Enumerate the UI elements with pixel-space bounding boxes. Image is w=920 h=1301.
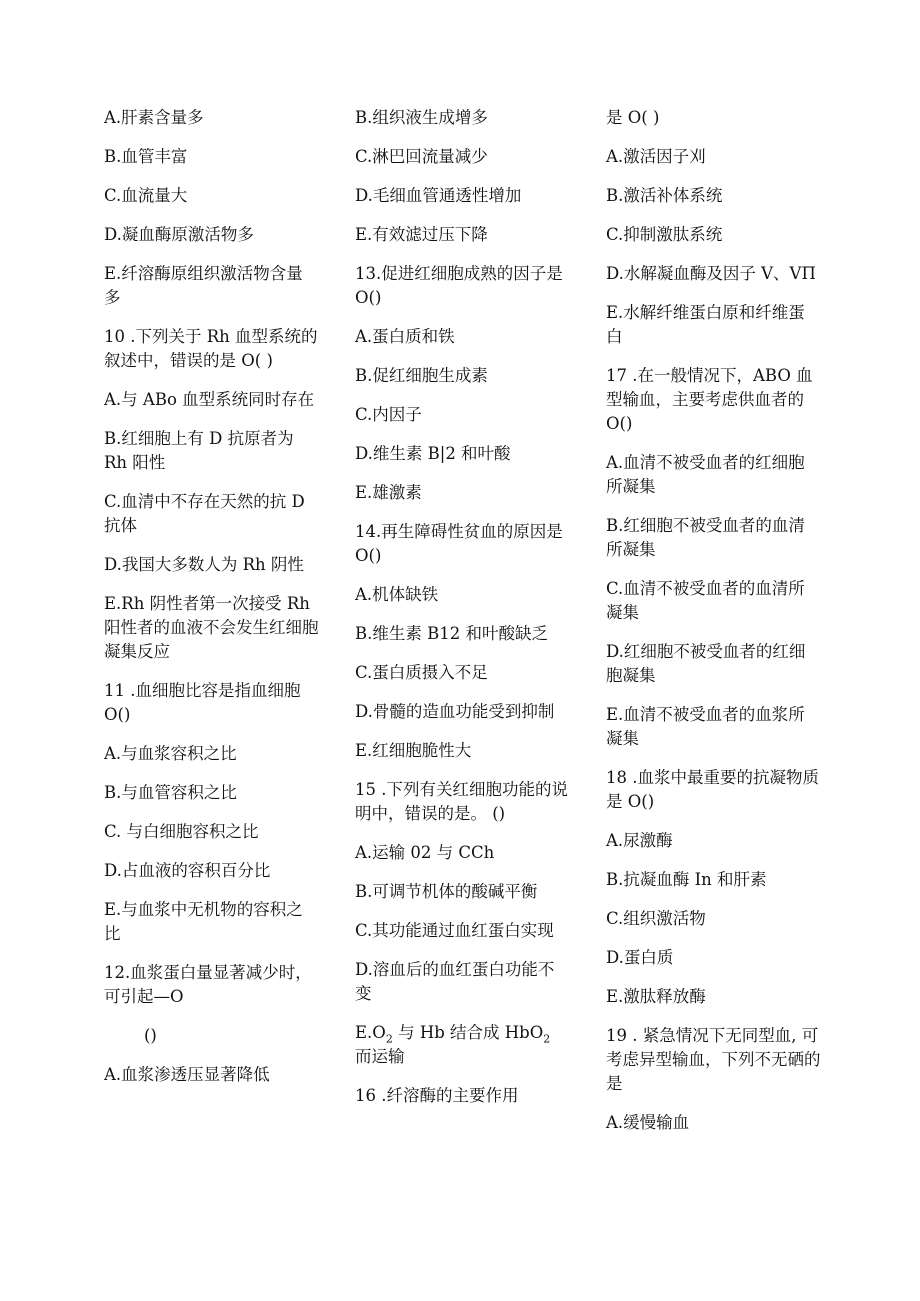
question-10: 10 .下列关于 Rh 血型系统的叙述中，错误的是 O( ) bbox=[104, 327, 318, 370]
text-line: E.纤溶酶原组织激活物含量多 bbox=[104, 264, 303, 307]
text-line: A.缓慢输血 bbox=[606, 1113, 690, 1132]
text-line: B.组织液生成增多 bbox=[355, 108, 488, 127]
text-line: C.抑制激肽系统 bbox=[606, 225, 723, 244]
text-line: A.与血浆容积之比 bbox=[104, 744, 237, 763]
question-12: 12.血浆蛋白量显著减少时，可引起—O bbox=[104, 963, 312, 1006]
text-line: D.溶血后的血红蛋白功能不变 bbox=[355, 960, 555, 1003]
text-line: B.激活补体系统 bbox=[606, 186, 723, 205]
text-line: E.Rh 阴性者第一次接受 Rh 阳性者的血液不会发生红细胞凝集反应 bbox=[104, 594, 319, 661]
text-line: E.血清不被受血者的血浆所凝集 bbox=[606, 705, 805, 748]
question-18: 18 .血浆中最重要的抗凝物质是 O() bbox=[606, 768, 819, 811]
text-line: A.尿激酶 bbox=[606, 831, 673, 850]
answer-blank: () bbox=[144, 1026, 157, 1045]
question-19: 19 . 紧急情况下无同型血, 可考虑异型输血，下列不无硒的是 bbox=[606, 1026, 821, 1093]
text-line: A.血清不被受血者的红细胞所凝集 bbox=[606, 453, 805, 496]
text-line: D.维生素 B|2 和叶酸 bbox=[355, 444, 511, 463]
text-line: D.毛细血管通透性增加 bbox=[355, 186, 522, 205]
text-line: B.抗凝血酶 In 和肝素 bbox=[606, 870, 767, 889]
text-line: B.促红细胞生成素 bbox=[355, 366, 488, 385]
text-line: A.与 ABo 血型系统同时存在 bbox=[104, 390, 315, 409]
text-line: A.激活因子刈 bbox=[606, 147, 706, 166]
text-line: D.水解凝血酶及因子 V、VΠ bbox=[606, 264, 816, 283]
text-line: E.红细胞脆性大 bbox=[355, 741, 472, 760]
text-line: 是 O( ) bbox=[606, 108, 660, 127]
text-line: D.凝血酶原激活物多 bbox=[104, 225, 254, 244]
question-11: 11 .血细胞比容是指血细胞 O() bbox=[104, 681, 301, 724]
text-line: C.血流量大 bbox=[104, 186, 188, 205]
question-15: 15 .下列有关红细胞功能的说明中，错误的是。 () bbox=[355, 780, 568, 823]
text-line: E.水解纤维蛋白原和纤维蛋白 bbox=[606, 303, 805, 346]
text-line: C.其功能通过血红蛋白实现 bbox=[355, 921, 554, 940]
question-17: 17 .在一般情况下，ABO 血型输血，主要考虑供血者的 O() bbox=[606, 366, 813, 433]
question-13: 13.促进红细胞成熟的因子是 O() bbox=[355, 264, 563, 307]
text-line: B.红细胞不被受血者的血清所凝集 bbox=[606, 516, 805, 559]
text-line: B.可调节机体的酸碱平衡 bbox=[355, 882, 538, 901]
text-line: D.骨髓的造血功能受到抑制 bbox=[355, 702, 555, 721]
text-line: A.蛋白质和铁 bbox=[355, 327, 455, 346]
text-line: D.红细胞不被受血者的红细胞凝集 bbox=[606, 642, 806, 685]
text-line: A.血浆渗透压显著降低 bbox=[104, 1065, 270, 1084]
text-line: C. 与白细胞容积之比 bbox=[104, 822, 259, 841]
text-line: D.我国大多数人为 Rh 阴性 bbox=[104, 555, 304, 574]
text-line: D.蛋白质 bbox=[606, 948, 674, 967]
text-line: C.内因子 bbox=[355, 405, 422, 424]
text-line: A.肝素含量多 bbox=[104, 108, 204, 127]
text-line: E.雄激素 bbox=[355, 483, 422, 502]
text-line: $E.O_2$ 与 Hb 结合成 HbO$_2$ 而运输 bbox=[355, 1023, 551, 1066]
text-line: E.激肽释放酶 bbox=[606, 987, 706, 1006]
text-line: B.红细胞上有 D 抗原者为 Rh 阳性 bbox=[104, 429, 294, 472]
column-3 bbox=[606, 106, 821, 1150]
column-2 bbox=[355, 106, 570, 1123]
question-16: 16 .纤溶酶的主要作用 bbox=[355, 1086, 519, 1105]
text-line: C.血清中不存在天然的抗 D 抗体 bbox=[104, 492, 305, 535]
text-line: C.淋巴回流量减少 bbox=[355, 147, 488, 166]
text-line: E.有效滤过压下降 bbox=[355, 225, 488, 244]
text-line: B.血管丰富 bbox=[104, 147, 188, 166]
text-line: B.维生素 B12 和叶酸缺乏 bbox=[355, 624, 548, 643]
text-line: D.占血液的容积百分比 bbox=[104, 861, 271, 880]
question-14: 14.再生障碍性贫血的原因是 O() bbox=[355, 522, 563, 565]
text-line: C.蛋白质摄入不足 bbox=[355, 663, 488, 682]
text-line: B.与血管容积之比 bbox=[104, 783, 237, 802]
text-line: E.与血浆中无机物的容积之比 bbox=[104, 900, 303, 943]
text-line: C.组织激活物 bbox=[606, 909, 706, 928]
text-line: A.运输 02 与 CCh bbox=[355, 843, 495, 862]
column-1 bbox=[104, 106, 319, 1102]
text-line: A.机体缺铁 bbox=[355, 585, 439, 604]
text-line: C.血清不被受血者的血清所凝集 bbox=[606, 579, 805, 622]
